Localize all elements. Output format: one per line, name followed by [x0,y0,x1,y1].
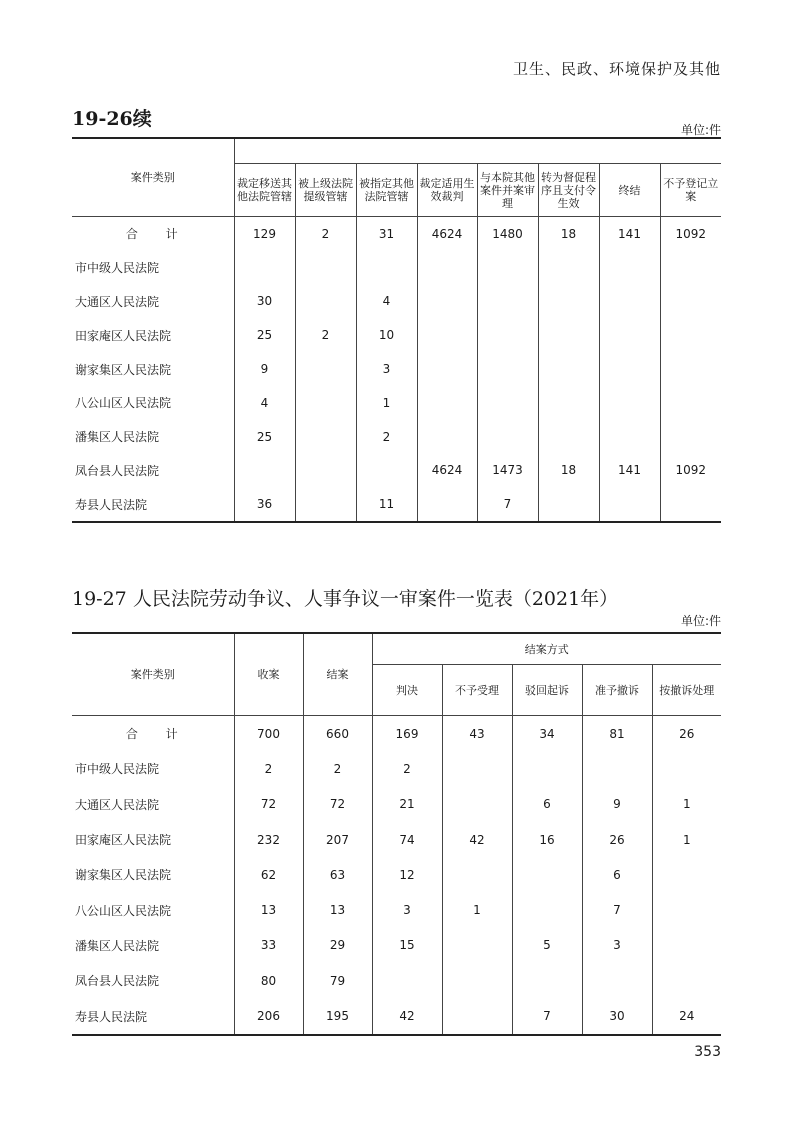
cell [477,420,538,454]
row-label: 市中级人民法院 [75,762,160,777]
cell: 129 [234,217,295,251]
row-label: 大通区人民法院 [75,294,160,309]
table-row [72,251,721,285]
cell: 2 [356,420,417,454]
cell [512,857,582,892]
cell: 6 [512,787,582,822]
table-26-unit: 单位:件 [680,123,721,137]
table-row [72,751,721,786]
cell: 79 [303,963,372,998]
cell [512,963,582,998]
cell: 9 [582,787,652,822]
cell [442,963,512,998]
cell [295,386,356,420]
cell: 4 [356,285,417,319]
cell: 3 [372,892,442,927]
cell [538,285,599,319]
cell [652,963,721,998]
cell: 18 [538,454,599,488]
cell: 13 [234,892,303,927]
cell [477,285,538,319]
row-label: 潘集区人民法院 [75,938,160,953]
row-label: 合 计 [125,727,190,742]
cell: 16 [512,822,582,857]
cell: 18 [538,217,599,251]
cell: 1 [442,892,512,927]
cell: 4624 [417,454,477,488]
cell [660,487,721,522]
cell [660,352,721,386]
column-header: 不予登记立案 [660,164,721,217]
column-header: 裁定适用生效裁判 [417,164,477,217]
cell [372,963,442,998]
column-header: 被上级法院提级管辖 [295,164,356,217]
row-label: 大通区人民法院 [75,797,160,812]
cell [538,352,599,386]
row-label: 八公山区人民法院 [75,396,172,411]
cell [538,420,599,454]
cell [599,352,660,386]
row-header: 案件类别 [72,633,234,716]
cell [356,454,417,488]
cell [295,285,356,319]
cell [234,251,295,285]
cell: 62 [234,857,303,892]
cell: 2 [295,217,356,251]
cell [599,285,660,319]
group-header: 结案方式 [372,633,721,665]
cell: 72 [234,787,303,822]
cell: 42 [372,998,442,1034]
cell [582,963,652,998]
row-header: 案件类别 [72,138,234,217]
row-label: 凤台县人民法院 [75,974,160,989]
table-row [72,386,721,420]
row-label: 潘集区人民法院 [75,430,160,445]
cell [356,251,417,285]
cell: 1473 [477,454,538,488]
cell: 660 [303,716,372,752]
cell [512,751,582,786]
cell [538,386,599,420]
cell [660,251,721,285]
column-header: 裁定移送其他法院管辖 [234,164,295,217]
column-header: 被指定其他法院管辖 [356,164,417,217]
cell: 72 [303,787,372,822]
cell: 169 [372,716,442,752]
cell [512,892,582,927]
row-label: 谢家集区人民法院 [75,362,172,377]
cell: 1480 [477,217,538,251]
cell [295,487,356,522]
row-label: 八公山区人民法院 [75,903,172,918]
cell: 2 [234,751,303,786]
cell: 26 [652,716,721,752]
cell: 1 [356,386,417,420]
cell [582,751,652,786]
table-19-26 [72,137,721,523]
cell: 7 [512,998,582,1034]
cell [417,386,477,420]
cell [417,352,477,386]
cell [442,857,512,892]
column-header-received: 收案 [234,633,303,716]
row-label: 寿县人民法院 [75,497,148,512]
row-label: 田家庵区人民法院 [75,328,172,343]
cell: 25 [234,420,295,454]
cell: 195 [303,998,372,1034]
cell: 1 [652,822,721,857]
column-header: 按撤诉处理 [652,665,721,716]
cell [442,928,512,963]
cell: 30 [234,285,295,319]
cell: 2 [303,751,372,786]
cell [417,318,477,352]
cell [652,751,721,786]
cell [295,420,356,454]
cell [538,318,599,352]
cell: 43 [442,716,512,752]
cell: 4624 [417,217,477,251]
cell [652,928,721,963]
cell: 26 [582,822,652,857]
cell [477,386,538,420]
cell [652,892,721,927]
table-27-title: 19-27 人民法院劳动争议、人事争议一审案件一览表（2021年） [72,588,619,610]
table-row [72,318,721,352]
cell [295,352,356,386]
cell: 34 [512,716,582,752]
cell: 81 [582,716,652,752]
cell: 232 [234,822,303,857]
cell: 31 [356,217,417,251]
table-27-unit: 单位:件 [680,614,721,628]
running-head: 卫生、民政、环境保护及其他 [512,60,721,78]
table-19-27 [72,632,721,1036]
page-number: 353 [694,1044,721,1060]
cell [652,857,721,892]
table-26-title: 19-26续 [72,108,152,130]
table-row [72,454,721,488]
cell: 206 [234,998,303,1034]
cell: 12 [372,857,442,892]
table-row [72,420,721,454]
cell: 141 [599,454,660,488]
cell: 6 [582,857,652,892]
cell [477,318,538,352]
cell: 74 [372,822,442,857]
cell: 2 [372,751,442,786]
table-row [72,928,721,963]
table-row [72,716,721,752]
cell [599,251,660,285]
cell: 3 [582,928,652,963]
cell: 80 [234,963,303,998]
cell [660,386,721,420]
column-header: 不予受理 [442,665,512,716]
cell: 36 [234,487,295,522]
cell: 4 [234,386,295,420]
table-row [72,822,721,857]
column-header: 转为督促程序且支付令生效 [538,164,599,217]
cell: 30 [582,998,652,1034]
cell [417,251,477,285]
cell: 700 [234,716,303,752]
cell: 141 [599,217,660,251]
cell [538,251,599,285]
row-label: 寿县人民法院 [75,1009,148,1024]
cell [295,454,356,488]
cell: 2 [295,318,356,352]
cell [442,998,512,1034]
row-label: 谢家集区人民法院 [75,868,172,883]
column-header: 判决 [372,665,442,716]
cell [538,487,599,522]
cell: 1092 [660,454,721,488]
table-row [72,998,721,1034]
table-row [72,857,721,892]
column-header: 终结 [599,164,660,217]
cell: 29 [303,928,372,963]
column-header: 驳回起诉 [512,665,582,716]
cell: 13 [303,892,372,927]
cell: 1092 [660,217,721,251]
cell [417,285,477,319]
cell [599,487,660,522]
cell: 63 [303,857,372,892]
cell: 3 [356,352,417,386]
cell: 10 [356,318,417,352]
column-header: 准予撤诉 [582,665,652,716]
column-header-closed: 结案 [303,633,372,716]
cell: 7 [582,892,652,927]
row-label: 合 计 [125,227,190,242]
cell: 11 [356,487,417,522]
cell: 25 [234,318,295,352]
cell [477,251,538,285]
row-label: 田家庵区人民法院 [75,833,172,848]
cell: 33 [234,928,303,963]
cell [417,487,477,522]
table-row [72,285,721,319]
cell: 21 [372,787,442,822]
cell [599,318,660,352]
row-label: 市中级人民法院 [75,261,160,276]
cell [660,420,721,454]
cell: 5 [512,928,582,963]
table-row [72,963,721,998]
cell: 9 [234,352,295,386]
table-row [72,787,721,822]
cell [442,751,512,786]
cell: 7 [477,487,538,522]
table-row [72,217,721,251]
cell: 24 [652,998,721,1034]
table-row [72,892,721,927]
cell [660,318,721,352]
cell: 15 [372,928,442,963]
cell [234,454,295,488]
column-header: 与本院其他案件并案审理 [477,164,538,217]
cell [599,420,660,454]
cell [477,352,538,386]
table-row [72,487,721,522]
cell: 207 [303,822,372,857]
table-row [72,352,721,386]
cell [417,420,477,454]
cell [295,251,356,285]
row-label: 凤台县人民法院 [75,463,160,478]
cell: 1 [652,787,721,822]
cell: 42 [442,822,512,857]
cell [660,285,721,319]
cell [442,787,512,822]
cell [599,386,660,420]
